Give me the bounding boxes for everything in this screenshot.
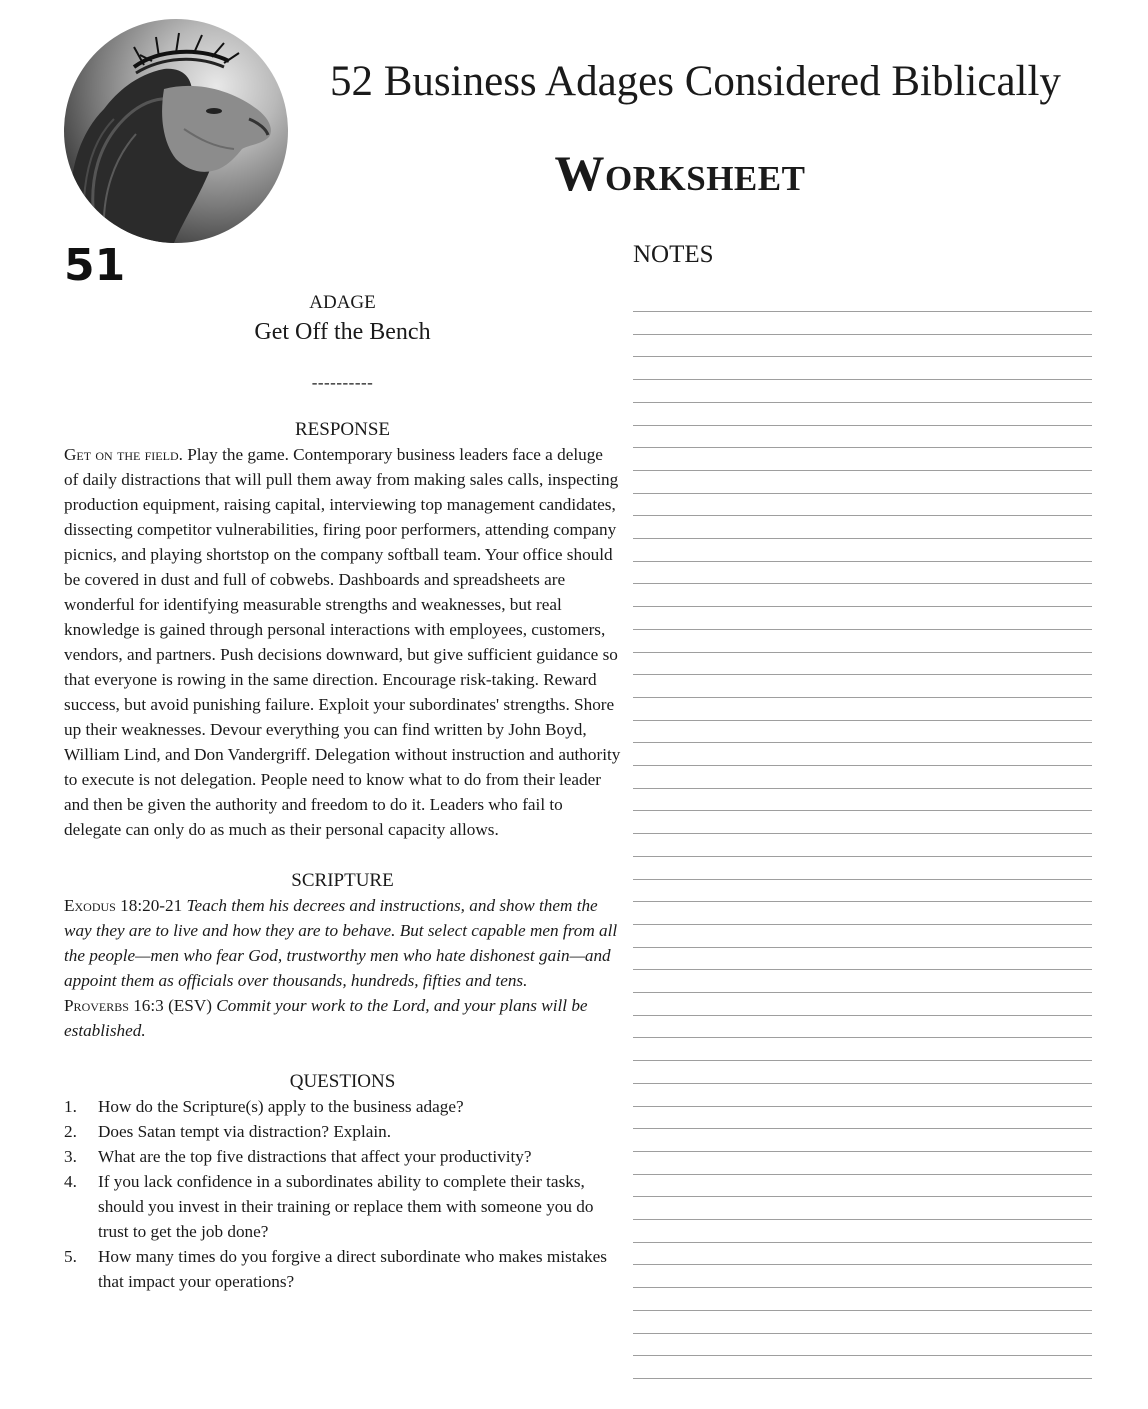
notes-line <box>633 992 1092 993</box>
notes-line <box>633 538 1092 539</box>
question-text: Does Satan tempt via distraction? Explain. <box>98 1122 392 1141</box>
notes-line <box>633 1128 1092 1129</box>
notes-line <box>633 788 1092 789</box>
notes-line <box>633 583 1092 584</box>
notes-line <box>633 1174 1092 1175</box>
lion-illustration <box>64 19 288 243</box>
worksheet-content <box>64 290 621 1294</box>
notes-line <box>633 969 1092 970</box>
notes-line <box>633 425 1092 426</box>
adage-text: Get Off the Bench <box>254 319 431 345</box>
notes-line <box>633 1378 1092 1379</box>
question-item <box>64 1144 621 1169</box>
page-title: 52 Business Adages Considered Biblically <box>330 58 1061 105</box>
question-text: How do the Scripture(s) apply to the business adage? <box>98 1097 464 1116</box>
scripture-text: Commit your work to the Lord, and your plans will be established. <box>64 996 588 1040</box>
questions-list <box>64 1094 621 1294</box>
questions-heading: QUESTIONS <box>289 1071 396 1092</box>
response-body: Play the game. Contemporary business leaders face a deluge of daily distractions that will pull them away from making sales calls, inspecting production equipment, raising capital, interviewing top management candidates, dissecting competitor vulnerabilities, firing poor performers, attending company picnics, and playing shortstop on the company softball team. Your office should be covered in dust and full of cobwebs. Dashboards and spreadsheets are wonderful for identifying measurable strengths and weaknesses, but real knowledge is gained through personal interactions with employees, customers, vendors, and partners. Push decisions downward, but give sufficient guidance so that everyone is rowing in the same direction. Encourage risk-taking. Reward success, but avoid punishing failure. Exploit your subordinates' strengths. Shore up their weaknesses. Devour everything you can find written by John Boyd, William Lind, and Don Vandergriff. Delegation without instruction and authority to execute is not delegation. People need to know what to do from their leader and then be given the authority and freedom to do it. Leaders who fail to delegate can only do as much as their personal capacity allows. <box>64 445 621 839</box>
notes-line <box>633 1015 1092 1016</box>
notes-line <box>633 879 1092 880</box>
notes-line <box>633 652 1092 653</box>
notes-line <box>633 334 1092 335</box>
notes-line <box>633 1355 1092 1356</box>
question-item <box>64 1169 621 1244</box>
notes-heading: NOTES <box>633 241 714 268</box>
adage-heading: ADAGE <box>309 292 376 313</box>
lion-with-crown-of-thorns-icon <box>64 19 288 243</box>
notes-line <box>633 493 1092 494</box>
notes-line <box>633 311 1092 312</box>
notes-line <box>633 1196 1092 1197</box>
scripture-reference: Exodus 18:20-21 <box>64 896 183 915</box>
notes-line <box>633 1287 1092 1288</box>
question-text: If you lack confidence in a subordinates ability to complete their tasks, should you invest in their training or replace them with someone you do trust to get the job done? <box>98 1172 594 1241</box>
scripture-version: (ESV) <box>163 996 217 1015</box>
notes-line <box>633 947 1092 948</box>
notes-line <box>633 1242 1092 1243</box>
notes-line <box>633 629 1092 630</box>
section-divider: ---------- <box>311 373 374 392</box>
notes-line <box>633 720 1092 721</box>
week-number: 51 <box>64 240 126 291</box>
notes-line <box>633 606 1092 607</box>
notes-line <box>633 674 1092 675</box>
notes-lines-area[interactable] <box>633 311 1092 1401</box>
scripture-passage <box>64 893 621 993</box>
notes-line <box>633 1219 1092 1220</box>
question-item <box>64 1244 621 1294</box>
notes-line <box>633 1310 1092 1311</box>
scripture-heading: SCRIPTURE <box>291 870 394 891</box>
scripture-reference: Proverbs 16:3 <box>64 996 164 1015</box>
notes-line <box>633 856 1092 857</box>
question-item <box>64 1119 621 1144</box>
worksheet-title: Worksheet <box>554 145 806 201</box>
question-number: 2. <box>64 1122 77 1141</box>
question-number: 5. <box>64 1247 77 1266</box>
notes-line <box>633 1264 1092 1265</box>
notes-line <box>633 356 1092 357</box>
notes-line <box>633 1083 1092 1084</box>
question-text: What are the top five distractions that affect your productivity? <box>98 1147 532 1166</box>
notes-line <box>633 1106 1092 1107</box>
notes-line <box>633 901 1092 902</box>
response-lead: Get on the field. <box>64 445 183 464</box>
notes-line <box>633 697 1092 698</box>
response-heading: RESPONSE <box>294 419 391 440</box>
question-number: 1. <box>64 1097 77 1116</box>
notes-line <box>633 1151 1092 1152</box>
notes-line <box>633 561 1092 562</box>
question-number: 4. <box>64 1172 77 1191</box>
notes-line <box>633 379 1092 380</box>
notes-line <box>633 833 1092 834</box>
notes-line <box>633 1060 1092 1061</box>
response-paragraph <box>64 442 621 842</box>
notes-line <box>633 447 1092 448</box>
scripture-text: Teach them his decrees and instructions, and show them the way they are to live and how they are to behave. But select capable men from all the people—men who fear God, trustworthy men who hate dishonest gain—and appoint them as officials over thousands, hundreds, fifties and tens. <box>64 896 618 990</box>
notes-line <box>633 1333 1092 1334</box>
question-text: How many times do you forgive a direct subordinate who makes mistakes that impact your operations? <box>98 1247 607 1291</box>
notes-line <box>633 470 1092 471</box>
notes-line <box>633 924 1092 925</box>
notes-line <box>633 742 1092 743</box>
notes-line <box>633 402 1092 403</box>
notes-line <box>633 810 1092 811</box>
question-item <box>64 1094 621 1119</box>
notes-line <box>633 515 1092 516</box>
scripture-passage <box>64 993 621 1043</box>
question-number: 3. <box>64 1147 77 1166</box>
notes-line <box>633 1037 1092 1038</box>
notes-line <box>633 765 1092 766</box>
